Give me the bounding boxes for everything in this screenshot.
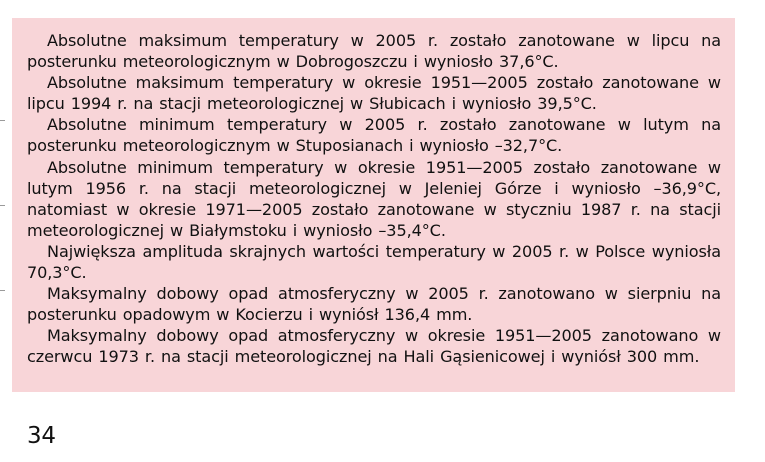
paragraph-min-temperature-1951-2005: Absolutne minimum temperatury w okresie 1951—2005 zostało zanotowane w lutym 1956 r. na stacji meteorologicznej w Jeleniej Górze i wyniosło –36,9°C, natomiast w okresie 1971—2005 zostało zanotowane w styczniu 1987 r. na stacji meteorologicznej w Białymstoku i wyniosło –35,4°C.	[27, 157, 721, 240]
margin-mark-top	[0, 120, 5, 121]
margin-mark-middle	[0, 205, 5, 206]
paragraph-max-daily-precipitation-2005: Maksymalny dobowy opad atmosferyczny w 2005 r. zanotowano w sierpniu na posterunku opadowym w Kocierzu i wyniósł 136,4 mm.	[27, 284, 721, 325]
page-number: 34	[27, 423, 56, 449]
paragraph-min-temperature-2005: Absolutne minimum temperatury w 2005 r. zostało zanotowane w lutym na posterunku meteorologicznym w Stuposianach i wyniosło –32,7°C.	[27, 115, 721, 156]
paragraph-max-temperature-2005: Absolutne maksimum temperatury w 2005 r. zostało zanotowane w lipcu na posterunku meteorologicznym w Dobrogoszczu i wyniosło 37,6°C.	[27, 31, 721, 72]
climate-records-box	[12, 18, 735, 392]
margin-mark-bottom	[0, 290, 5, 291]
paragraph-max-daily-precipitation-1951-2005: Maksymalny dobowy opad atmosferyczny w okresie 1951—2005 zanotowano w czerwcu 1973 r. na stacji meteorologicznej na Hali Gąsienicowej i wyniósł 300 mm.	[27, 326, 721, 367]
paragraph-temperature-amplitude: Największa amplituda skrajnych wartości temperatury w 2005 r. w Polsce wyniosła 70,3°C.	[27, 241, 721, 283]
paragraph-max-temperature-1951-2005: Absolutne maksimum temperatury w okresie 1951—2005 zostało zanotowane w lipcu 1994 r. na stacji meteorologicznej w Słubicach i wyniosło 39,5°C.	[27, 73, 721, 114]
